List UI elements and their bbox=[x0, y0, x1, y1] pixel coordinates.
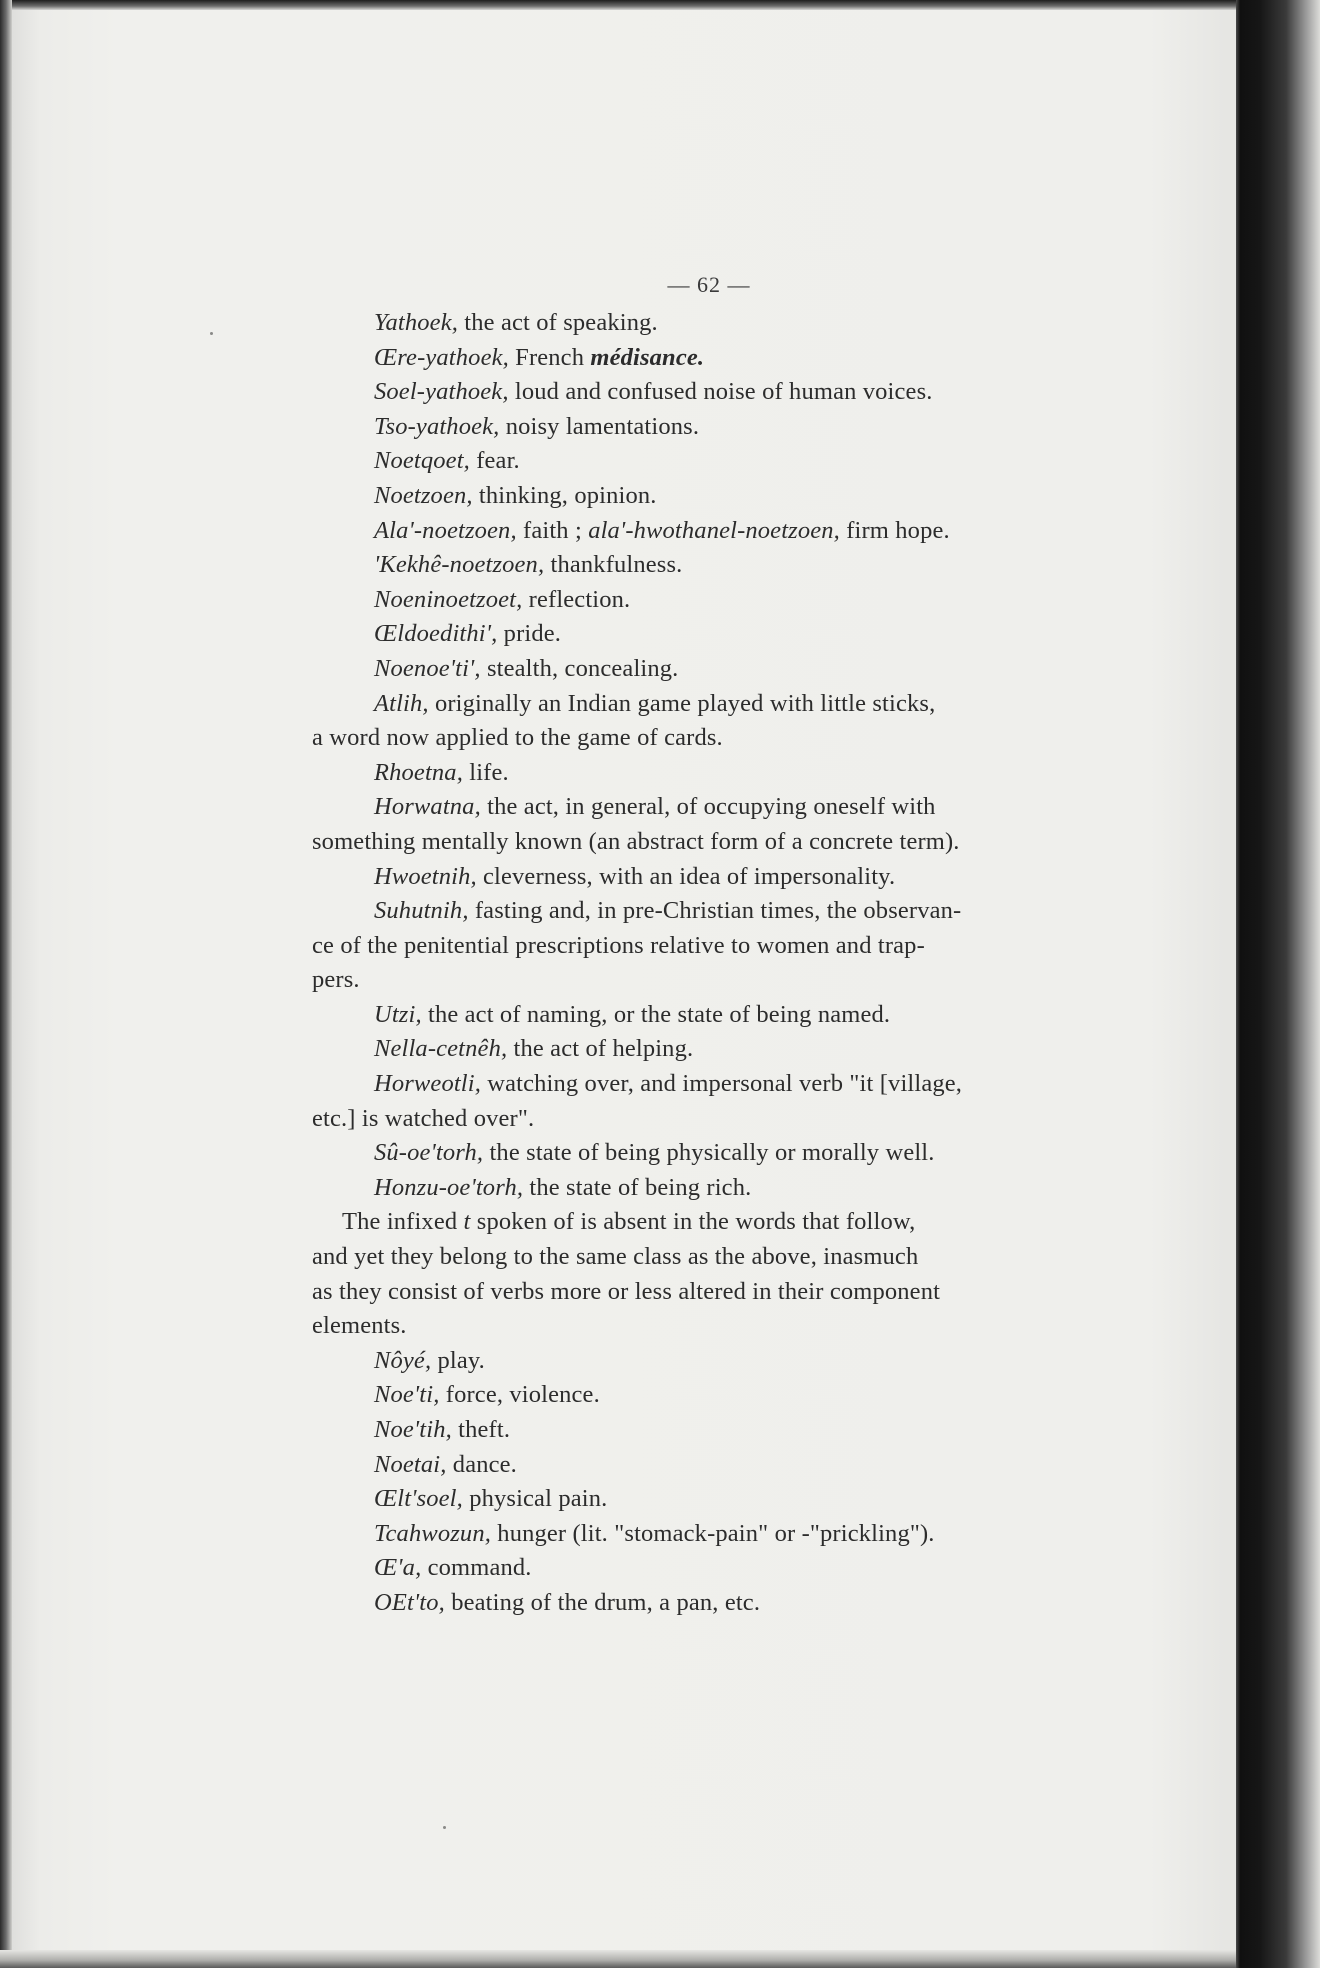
entry-line bbox=[312, 790, 1106, 825]
entry-term: Noetqoet, bbox=[374, 447, 470, 475]
entry-line bbox=[312, 1448, 1106, 1483]
entry-definition: French bbox=[508, 343, 591, 371]
entry-line bbox=[312, 1551, 1106, 1586]
entry-line bbox=[312, 652, 1106, 687]
entry-definition: command. bbox=[421, 1554, 532, 1582]
entry-term: Noetzoen, bbox=[374, 481, 473, 509]
entry-definition: cleverness, with an idea of impersonality. bbox=[476, 862, 896, 890]
entry-line bbox=[312, 375, 1106, 410]
entry-line bbox=[312, 1517, 1106, 1552]
entry-line bbox=[312, 341, 1106, 376]
entry-term: Rhoetna, bbox=[374, 758, 463, 786]
entry-line bbox=[312, 410, 1106, 445]
entry-line bbox=[312, 894, 1106, 929]
paragraph-line: elements. bbox=[312, 1312, 407, 1340]
entry-term: Suhutnih, bbox=[374, 897, 469, 925]
entry-term-secondary: ala'-hwothanel-noetzoen, bbox=[588, 516, 840, 544]
entry-definition: physical pain. bbox=[462, 1485, 608, 1513]
entry-term: Honzu-oe'torh, bbox=[374, 1173, 524, 1201]
top-page-edge bbox=[0, 0, 1320, 10]
bottom-page-edge bbox=[0, 1950, 1236, 1968]
entry-line bbox=[312, 1344, 1106, 1379]
entry-definition: the act of helping. bbox=[507, 1035, 694, 1063]
entry-term: Ala'-noetzoen, bbox=[374, 516, 517, 544]
entry-definition-secondary: firm hope. bbox=[839, 516, 950, 544]
entry-line bbox=[312, 1136, 1106, 1171]
entry-term: Tso-yathoek, bbox=[374, 412, 500, 440]
page-text bbox=[312, 272, 1106, 1621]
entry-term: Œlt'soel, bbox=[374, 1485, 463, 1513]
entry-term: Nôyé, bbox=[374, 1346, 432, 1374]
entry-definition: fasting and, in pre-Christian times, the observan- bbox=[468, 897, 962, 925]
entry-term: Noetai, bbox=[374, 1450, 447, 1478]
entry-definition: the act of speaking. bbox=[458, 309, 658, 336]
entry-term: Utzi, bbox=[374, 1000, 422, 1028]
entry-definition: play. bbox=[431, 1346, 485, 1374]
entry-line bbox=[312, 1032, 1106, 1067]
entry-continuation: etc.] is watched over". bbox=[312, 1104, 535, 1132]
entry-term: Œldoedithi', bbox=[374, 620, 498, 648]
entry-line bbox=[312, 617, 1106, 652]
right-book-edge bbox=[1236, 0, 1320, 1968]
entry-line bbox=[312, 444, 1106, 479]
entry-line bbox=[312, 1482, 1106, 1517]
paragraph-text: spoken of is absent in the words that follow, bbox=[470, 1208, 916, 1236]
entry-line bbox=[312, 306, 1106, 341]
entry-line bbox=[312, 1586, 1106, 1621]
entry-definition: force, violence. bbox=[439, 1381, 600, 1409]
entry-continuation: something mentally known (an abstract form of a concrete term). bbox=[312, 827, 960, 855]
entry-definition: watching over, and impersonal verb "it [village, bbox=[481, 1070, 963, 1098]
paper-speck bbox=[443, 1826, 446, 1829]
entry-term: Horweotli, bbox=[374, 1070, 481, 1098]
entry-term: Noeninoetzoet, bbox=[374, 585, 523, 613]
entry-definition: dance. bbox=[446, 1450, 517, 1478]
entry-term: Hwoetnih, bbox=[374, 862, 477, 890]
entry-line bbox=[312, 998, 1106, 1033]
entry-definition: the act, in general, of occupying oneself with bbox=[480, 793, 936, 821]
entry-definition: noisy lamentations. bbox=[499, 412, 700, 440]
entry-definition: hunger (lit. "stomack-pain" or -"prickling"). bbox=[491, 1519, 935, 1547]
entry-continuation: ce of the penitential prescriptions relative to women and trap- bbox=[312, 931, 925, 959]
entry-term: Noenoe'ti', bbox=[374, 654, 481, 682]
entry-line bbox=[312, 479, 1106, 514]
entry-term: OEt'to, bbox=[374, 1588, 445, 1616]
entry-continuation: pers. bbox=[312, 966, 360, 994]
left-binding-edge bbox=[0, 0, 12, 1968]
entry-term: Noe'tih, bbox=[374, 1416, 452, 1443]
entry-continuation: a word now applied to the game of cards. bbox=[312, 724, 723, 752]
entry-definition: life. bbox=[462, 758, 509, 786]
entry-term: 'Kekhê-noetzoen, bbox=[374, 551, 545, 579]
entry-definition: stealth, concealing. bbox=[480, 654, 679, 682]
paragraph-line: and yet they belong to the same class as the above, inasmuch bbox=[312, 1243, 919, 1271]
entry-definition: thankfulness. bbox=[544, 551, 683, 579]
entry-line bbox=[312, 583, 1106, 618]
paragraph-line bbox=[312, 1205, 1106, 1240]
entry-term: Nella-cetnêh, bbox=[374, 1035, 508, 1063]
entry-definition: fear. bbox=[469, 447, 520, 475]
entry-line bbox=[312, 548, 1106, 583]
entry-term: Horwatna, bbox=[374, 793, 481, 821]
entry-line bbox=[312, 1067, 1106, 1102]
entry-definition: reflection. bbox=[522, 585, 631, 613]
entry-definition: beating of the drum, a pan, etc. bbox=[444, 1588, 761, 1616]
entry-line bbox=[312, 1378, 1106, 1413]
paragraph-text: The infixed bbox=[342, 1208, 464, 1236]
entry-line bbox=[312, 514, 1106, 549]
entry-definition: the state of being rich. bbox=[523, 1173, 752, 1201]
entry-term: Soel-yathoek, bbox=[374, 378, 509, 406]
entry-term: Œre-yathoek, bbox=[374, 343, 509, 371]
entry-definition: the act of naming, or the state of being named. bbox=[421, 1000, 891, 1028]
entry-term: Atlih, bbox=[374, 689, 429, 717]
entry-term: Œ'a, bbox=[374, 1554, 422, 1582]
entry-term: Yathoek, bbox=[374, 309, 459, 336]
entry-definition: the state of being physically or morally well. bbox=[483, 1139, 935, 1167]
entry-line bbox=[312, 687, 1106, 722]
entry-definition: pride. bbox=[497, 620, 562, 648]
entry-definition: thinking, opinion. bbox=[472, 481, 657, 509]
entry-term: Noe'ti, bbox=[374, 1381, 440, 1409]
paragraph-italic-letter: t bbox=[463, 1208, 471, 1236]
entry-definition: theft. bbox=[451, 1416, 511, 1443]
entry-term: Tcahwozun, bbox=[374, 1519, 492, 1547]
entry-line bbox=[312, 1413, 1106, 1448]
entry-line bbox=[312, 1171, 1106, 1206]
paragraph-line: as they consist of verbs more or less altered in their component bbox=[312, 1277, 941, 1305]
page-number: — 62 — bbox=[667, 272, 751, 297]
entry-line bbox=[312, 860, 1106, 895]
entry-line bbox=[312, 756, 1106, 791]
paper-speck bbox=[210, 332, 213, 335]
entry-definition: originally an Indian game played with little sticks, bbox=[428, 689, 936, 717]
entry-definition: faith ; bbox=[516, 516, 589, 544]
entry-term: Sû-oe'torh, bbox=[374, 1139, 484, 1167]
entry-definition: loud and confused noise of human voices. bbox=[508, 378, 933, 406]
entry-italic-word: médisance. bbox=[590, 343, 705, 371]
